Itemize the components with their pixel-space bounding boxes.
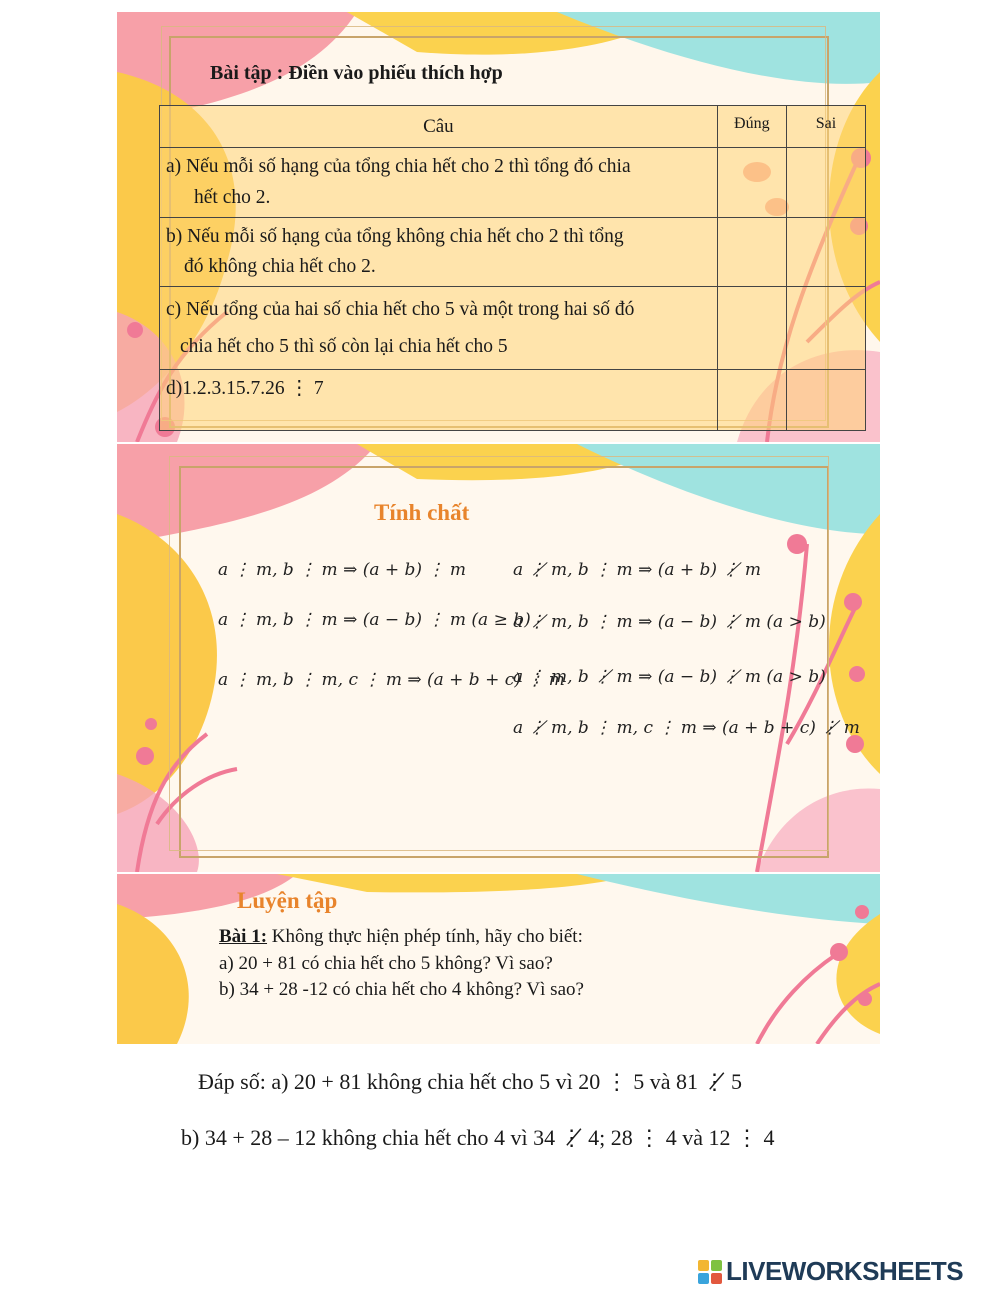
bai1-text: Không thực hiện phép tính, hãy cho biết: [267,926,583,947]
answer-true-cell[interactable] [717,217,786,286]
answer-false-cell[interactable] [786,217,865,286]
answer-false-cell[interactable] [786,148,865,217]
table-row [160,148,866,217]
answer-true-cell[interactable] [717,148,786,217]
bai1-item-b: b) 34 + 28 -12 có chia hết cho 4 không? Vì sao? [219,979,584,1000]
question-text-cont: chia hết cho 5 thì số còn lại chia hết cho 5 [180,336,508,358]
question-cell [160,217,718,286]
logo-text: LIVEWORKSHEETS [726,1256,964,1286]
decorative-frame-inner [169,456,829,851]
answer-a: Đáp số: a) 20 + 81 không chia hết cho 5 vì 20 ⋮ 5 và 81 ⋮̸ 5 [198,1069,742,1094]
properties-title: Tính chất [374,500,470,525]
question-cell [160,370,718,431]
slide-properties [117,444,880,872]
logo-icon [698,1260,722,1284]
formula-left-3: a ⋮ m, b ⋮ m, c ⋮ m ⇒ (a + b + c) ⋮ m [218,670,565,690]
formula-left-2: a ⋮ m, b ⋮ m ⇒ (a − b) ⋮ m (a ≥ b) [218,610,531,630]
formula-right-2: a ⋮̸ m, b ⋮ m ⇒ (a − b) ⋮̸ m (a > b) [513,612,826,632]
slide-exercise [117,12,880,442]
bai1-item-a: a) 20 + 81 có chia hết cho 5 không? Vì sao? [219,953,553,974]
header-question: Câu [160,106,718,148]
bai1-heading [219,926,583,948]
answer-false-cell[interactable] [786,287,865,370]
liveworksheets-logo [698,1256,963,1287]
answer-b: b) 34 + 28 – 12 không chia hết cho 4 vì 34 ⋮̸ 4; 28 ⋮ 4 và 12 ⋮ 4 [181,1125,775,1150]
table-row [160,287,866,370]
question-text: c) Nếu tổng của hai số chia hết cho 5 và một trong hai số đó [166,299,635,321]
formula-right-1: a ⋮̸ m, b ⋮ m ⇒ (a + b) ⋮̸ m [513,560,761,580]
formula-right-3: a ⋮ m, b ⋮̸ m ⇒ (a − b) ⋮̸ m (a > b) [513,667,826,687]
answer-false-cell[interactable] [786,370,865,431]
question-cell [160,287,718,370]
formula-left-1: a ⋮ m, b ⋮ m ⇒ (a + b) ⋮ m [218,560,466,580]
question-text: b) Nếu mỗi số hạng của tổng không chia hết cho 2 thì tổng [166,225,624,247]
slide-practice [117,874,880,1044]
true-false-table [159,105,866,431]
bai1-label: Bài 1: [219,926,268,947]
formula-right-4: a ⋮̸ m, b ⋮ m, c ⋮ m ⇒ (a + b + c) ⋮̸ m [513,718,860,738]
answer-true-cell[interactable] [717,370,786,431]
table-header-row [160,106,866,148]
table-row [160,370,866,431]
answer-true-cell[interactable] [717,287,786,370]
question-text: d)1.2.3.15.7.26 ⋮ 7 [166,378,324,400]
practice-title: Luyện tập [237,888,338,913]
question-text-cont: hết cho 2. [194,186,271,208]
question-text-cont: đó không chia hết cho 2. [184,256,376,278]
question-text: a) Nếu mỗi số hạng của tổng chia hết cho 2 thì tổng đó chia [166,156,631,178]
question-cell [160,148,718,217]
table-row [160,217,866,286]
header-true: Đúng [717,106,786,148]
header-false: Sai [786,106,865,148]
exercise-title: Bài tập : Điền vào phiếu thích hợp [210,62,503,84]
